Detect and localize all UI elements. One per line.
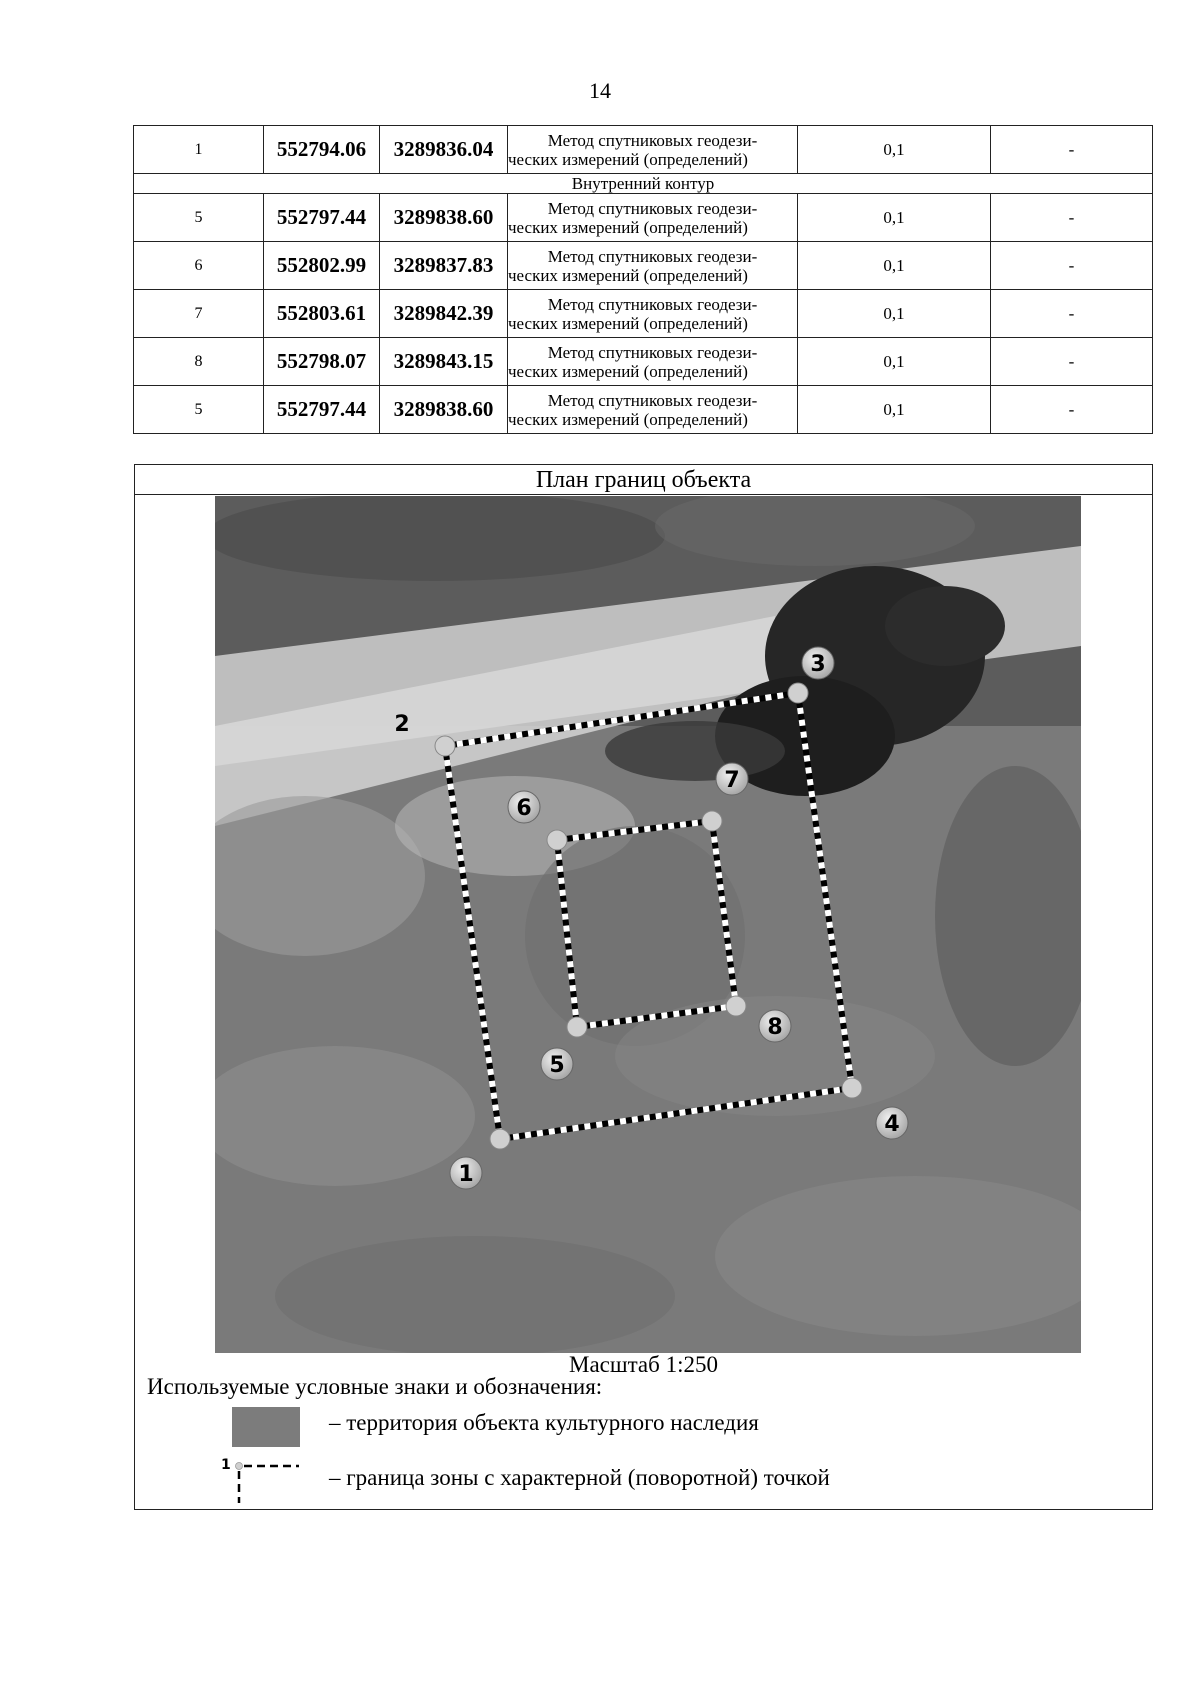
accuracy: 0,1 xyxy=(798,290,991,338)
page-number: 14 xyxy=(589,78,611,103)
vertex-2 xyxy=(435,736,455,756)
label-1-text: 1 xyxy=(458,1162,474,1187)
label-3-text: 3 xyxy=(810,652,826,677)
coord-x: 552797.44 xyxy=(264,194,380,242)
method-line2: ческих измерений (определений) xyxy=(508,217,748,237)
label-6 xyxy=(508,791,540,823)
accuracy: 0,1 xyxy=(798,242,991,290)
accuracy: 0,1 xyxy=(798,338,991,386)
vertex-4 xyxy=(842,1078,862,1098)
table-row xyxy=(134,126,1153,174)
method-line2: ческих измерений (определений) xyxy=(508,361,748,381)
method-line1: Метод спутниковых геодези- xyxy=(547,246,758,266)
label-8-text: 8 xyxy=(767,1015,783,1040)
coord-x: 552803.61 xyxy=(264,290,380,338)
point-number: 6 xyxy=(134,242,264,290)
point-number: 8 xyxy=(134,338,264,386)
section-row xyxy=(134,174,1153,194)
method-line1: Метод спутниковых геодези- xyxy=(547,342,758,362)
coord-x: 552794.06 xyxy=(264,126,380,174)
method-cell xyxy=(508,194,798,242)
method-line2: ческих измерений (определений) xyxy=(508,265,748,285)
coord-y: 3289837.83 xyxy=(380,242,508,290)
label-4-text: 4 xyxy=(884,1112,900,1137)
method-line1: Метод спутниковых геодези- xyxy=(547,294,758,314)
point-number: 5 xyxy=(134,194,264,242)
dash-cell: - xyxy=(991,242,1153,290)
scale-label: Масштаб 1:250 xyxy=(569,1352,718,1377)
coord-y: 3289838.60 xyxy=(380,194,508,242)
vertex-1 xyxy=(490,1129,510,1149)
label-8 xyxy=(759,1010,791,1042)
coord-x: 552797.44 xyxy=(264,386,380,434)
coord-y: 3289843.15 xyxy=(380,338,508,386)
method-cell xyxy=(508,338,798,386)
label-6-text: 6 xyxy=(516,796,532,821)
dash-cell: - xyxy=(991,194,1153,242)
method-line1: Метод спутниковых геодези- xyxy=(547,198,758,218)
coord-x: 552798.07 xyxy=(264,338,380,386)
table-row xyxy=(134,242,1153,290)
dash-cell: - xyxy=(991,338,1153,386)
accuracy: 0,1 xyxy=(798,126,991,174)
dash-cell: - xyxy=(991,290,1153,338)
table-row xyxy=(134,194,1153,242)
table-row xyxy=(134,338,1153,386)
coord-y: 3289838.60 xyxy=(380,386,508,434)
table-row xyxy=(134,386,1153,434)
coordinates-table xyxy=(133,125,1153,434)
method-line1: Метод спутниковых геодези- xyxy=(547,130,758,150)
legend-territory-text: – территория объекта культурного наследия xyxy=(329,1410,759,1435)
point-number: 1 xyxy=(134,126,264,174)
vertex-6 xyxy=(547,830,567,850)
method-cell xyxy=(508,242,798,290)
plan-box xyxy=(134,464,1153,1510)
label-2-text: 2 xyxy=(394,712,410,737)
method-cell xyxy=(508,126,798,174)
method-line2: ческих измерений (определений) xyxy=(508,313,748,333)
label-7-text: 7 xyxy=(724,768,740,793)
method-cell xyxy=(508,290,798,338)
method-cell xyxy=(508,386,798,434)
dash-cell: - xyxy=(991,126,1153,174)
territory-swatch xyxy=(232,1407,300,1447)
vertex-5 xyxy=(567,1017,587,1037)
legend-heading: Используемые условные знаки и обозначения: xyxy=(147,1374,603,1399)
method-line2: ческих измерений (определений) xyxy=(508,409,748,429)
method-line2: ческих измерений (определений) xyxy=(508,149,748,169)
section-title: Внутренний контур xyxy=(134,174,1153,194)
vertex-3 xyxy=(788,683,808,703)
boundary-symbol-icon xyxy=(221,1455,301,1503)
label-2 xyxy=(394,712,409,737)
label-7 xyxy=(716,763,748,795)
label-5-text: 5 xyxy=(549,1053,565,1078)
point-number: 5 xyxy=(134,386,264,434)
label-1 xyxy=(450,1157,482,1189)
plan-title: План границ объекта xyxy=(135,465,1152,495)
vertex-8 xyxy=(726,996,746,1016)
legend-boundary-text: – граница зоны с характерной (поворотной) точкой xyxy=(329,1465,830,1490)
boundary-symbol-number: 1 xyxy=(221,1457,231,1473)
label-5 xyxy=(541,1048,573,1080)
point-number: 7 xyxy=(134,290,264,338)
table-row xyxy=(134,290,1153,338)
label-3 xyxy=(802,647,834,679)
accuracy: 0,1 xyxy=(798,386,991,434)
coord-x: 552802.99 xyxy=(264,242,380,290)
method-line1: Метод спутниковых геодези- xyxy=(547,390,758,410)
label-4 xyxy=(876,1107,908,1139)
coord-y: 3289842.39 xyxy=(380,290,508,338)
boundary-map xyxy=(215,496,1081,1353)
accuracy: 0,1 xyxy=(798,194,991,242)
vertex-7 xyxy=(702,811,722,831)
dash-cell: - xyxy=(991,386,1153,434)
coord-y: 3289836.04 xyxy=(380,126,508,174)
